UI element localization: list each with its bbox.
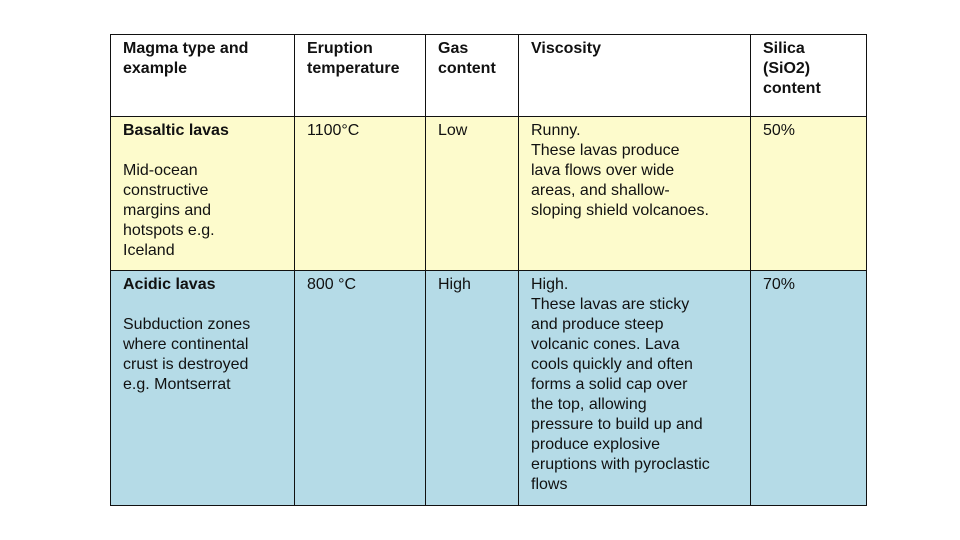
- eruption-temperature-value: 1100°C: [307, 122, 360, 139]
- cell-gas-content: [426, 117, 519, 271]
- silica-content-value: 70%: [763, 276, 796, 293]
- cell-silica-content: [751, 271, 867, 506]
- magma-type-example: Subduction zones where continental crust is destroyed e.g. Montserrat: [123, 316, 251, 393]
- cell-silica-content: [751, 117, 867, 271]
- magma-types-table: [110, 34, 867, 506]
- gas-content-value: High: [438, 276, 471, 293]
- header-eruption-temperature: [295, 35, 426, 117]
- cell-magma-type: [111, 117, 295, 271]
- header-eruption-temperature-label: Eruption temperature: [307, 40, 400, 77]
- header-magma-type: [111, 35, 295, 117]
- gas-content-value: Low: [438, 122, 468, 139]
- silica-content-value: 50%: [763, 122, 796, 139]
- viscosity-description: These lavas produce lava flows over wide areas, and shallow- sloping shield volcanoes.: [531, 142, 709, 219]
- viscosity-description: These lavas are sticky and produce steep volcanic cones. Lava cools quickly and often forms a solid cap over the top, allowing pressure to build up and produce explosive eruptions with pyroclastic flows: [531, 296, 710, 493]
- table-row-acidic: [111, 271, 867, 506]
- magma-type-name: Basaltic lavas: [123, 122, 229, 139]
- header-viscosity: [519, 35, 751, 117]
- header-viscosity-label: Viscosity: [531, 40, 601, 57]
- magma-table-container: [110, 34, 867, 506]
- magma-type-example: Mid-ocean constructive margins and hotspots e.g. Iceland: [123, 162, 215, 259]
- header-gas-content-label: Gas content: [438, 40, 496, 77]
- viscosity-title: Runny.: [531, 122, 581, 139]
- cell-magma-type: [111, 271, 295, 506]
- cell-gas-content: [426, 271, 519, 506]
- table-header-row: [111, 35, 867, 117]
- eruption-temperature-value: 800 °C: [307, 276, 357, 293]
- cell-eruption-temperature: [295, 117, 426, 271]
- header-silica-content: [751, 35, 867, 117]
- cell-viscosity: [519, 271, 751, 506]
- header-silica-content-label: Silica (SiO2) content: [763, 40, 821, 97]
- header-magma-type-label: Magma type and example: [123, 40, 249, 77]
- table-row-basaltic: [111, 117, 867, 271]
- cell-eruption-temperature: [295, 271, 426, 506]
- cell-viscosity: [519, 117, 751, 271]
- magma-type-name: Acidic lavas: [123, 276, 216, 293]
- header-gas-content: [426, 35, 519, 117]
- viscosity-title: High.: [531, 276, 569, 293]
